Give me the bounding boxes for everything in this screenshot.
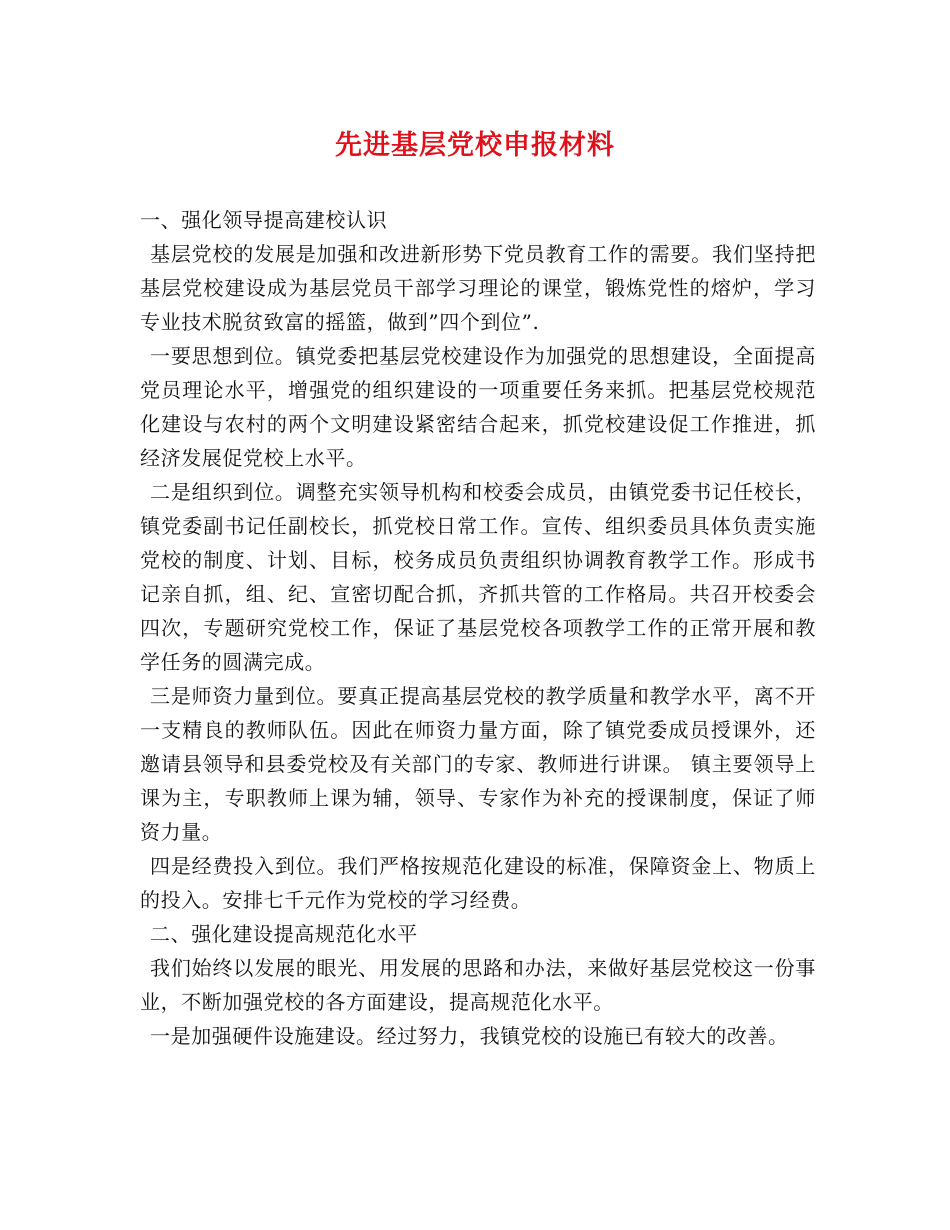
paragraph-thought: 一要思想到位。镇党委把基层党校建设作为加强党的思想建设，全面提高党员理论水平，增强党的组织建设的一项重要任务来抓。把基层党校规范化建设与农村的两个文明建设紧密结合起来，抓党校建设促工作推进，抓经济发展促党校上水平。 xyxy=(140,344,816,470)
section-heading-2: 二、强化建设提高规范化水平 xyxy=(150,922,418,946)
paragraph-organization: 二是组织到位。调整充实领导机构和校委会成员，由镇党委书记任校长，镇党委副书记任副校长，抓党校日常工作。宣传、组织委员具体负责实施党校的制度、计划、目标，校务成员负责组织协调教育教学工作。形成书记亲自抓，组、纪、宣密切配合抓，齐抓共管的工作格局。共召开校委会四次，专题研究党校工作，保证了基层党校各项教学工作的正常开展和教学任务的圆满完成。 xyxy=(140,480,816,674)
document-body xyxy=(140,203,816,1053)
paragraph-development: 我们始终以发展的眼光、用发展的思路和办法，来做好基层党校这一份事业，不断加强党校的各方面建设，提高规范化水平。 xyxy=(140,956,816,1014)
paragraph-teachers: 三是师资力量到位。要真正提高基层党校的教学质量和教学水平，离不开一支精良的教师队伍。因此在师资力量方面，除了镇党委成员授课外，还邀请县领导和县委党校及有关部门的专家、教师进行讲课。 镇主要领导上课为主，专职教师上课为辅，领导、专家作为补充的授课制度，保证了师资力量。 xyxy=(140,684,816,844)
paragraph-funding: 四是经费投入到位。我们严格按规范化建设的标准，保障资金上、物质上的投入。安排七千元作为党校的学习经费。 xyxy=(140,854,816,912)
document-title: 先进基层党校申报材料 xyxy=(335,130,615,161)
paragraph-intro: 基层党校的发展是加强和改进新形势下党员教育工作的需要。我们坚持把基层党校建设成为基层党员干部学习理论的课堂，锻炼党性的熔炉，学习专业技术脱贫致富的摇篮，做到”四个到位”. xyxy=(140,242,816,334)
section-heading-1: 一、强化领导提高建校认识 xyxy=(140,208,388,232)
paragraph-hardware: 一是加强硬件设施建设。经过努力，我镇党校的设施已有较大的改善。 xyxy=(150,1024,789,1048)
